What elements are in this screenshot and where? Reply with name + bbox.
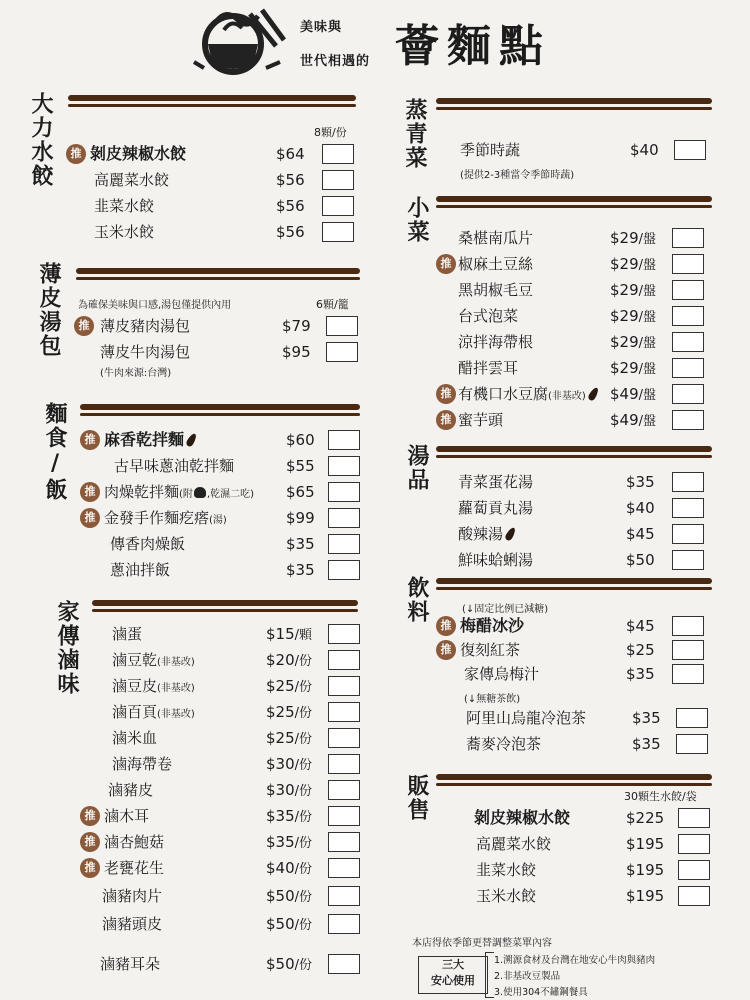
item-name: 薄皮牛肉湯包 xyxy=(100,343,191,361)
soupbuns-portion: 6顆/籠 xyxy=(316,298,349,311)
menu-item xyxy=(80,506,370,532)
order-checkbox[interactable] xyxy=(676,708,708,728)
item-price: $55 xyxy=(286,457,315,475)
item-price: $29 xyxy=(610,307,639,325)
menu-item xyxy=(436,706,726,732)
menu-item xyxy=(436,614,726,640)
menu-item xyxy=(436,356,726,382)
brand-name: 薈麵點 xyxy=(395,21,551,72)
item-price: $29 xyxy=(610,333,639,351)
item-name: 梅醋冰沙 xyxy=(460,616,525,635)
order-checkbox[interactable] xyxy=(676,734,708,754)
menu-item xyxy=(66,168,366,194)
recommend-badge: 推 xyxy=(436,384,456,404)
recommend-badge: 推 xyxy=(436,616,456,636)
logo-icon xyxy=(188,4,298,80)
menu-item xyxy=(80,700,370,726)
recommend-badge: 推 xyxy=(66,144,86,164)
menu-item xyxy=(80,558,370,584)
item-name: 滷豬耳朵 xyxy=(100,955,161,973)
order-checkbox[interactable] xyxy=(328,914,360,934)
item-price: $29 xyxy=(610,281,639,299)
item-unit: /份 xyxy=(294,680,313,695)
item-price: $25 xyxy=(626,641,655,659)
order-checkbox[interactable] xyxy=(672,550,704,570)
order-checkbox[interactable] xyxy=(328,832,360,852)
item-name: 青菜蛋花湯 xyxy=(458,473,534,491)
order-checkbox[interactable] xyxy=(322,222,354,242)
menu-item xyxy=(436,548,726,574)
menu-item xyxy=(436,732,726,758)
item-price: $40 xyxy=(266,859,295,877)
item-price: $64 xyxy=(276,145,305,163)
section-title-soups: 湯品 xyxy=(404,444,430,492)
order-checkbox[interactable] xyxy=(328,858,360,878)
section-rule xyxy=(436,98,712,104)
order-checkbox[interactable] xyxy=(672,228,704,248)
item-price: $35 xyxy=(286,561,315,579)
item-price: $15 xyxy=(266,625,295,643)
section-title-retail: 販售 xyxy=(404,774,430,822)
menu-item xyxy=(80,830,370,856)
item-name: 滷木耳 xyxy=(104,807,150,825)
section-title-sides: 小菜 xyxy=(404,196,430,244)
item-name: 滷蛋 xyxy=(112,625,143,643)
section-title-braised: 家傳滷味 xyxy=(54,600,80,696)
order-checkbox[interactable] xyxy=(326,316,358,336)
item-name: 滷豬皮 xyxy=(108,781,154,799)
menu-item xyxy=(80,648,370,674)
order-checkbox[interactable] xyxy=(672,384,704,404)
section-rule xyxy=(436,578,712,584)
menu-item xyxy=(440,806,730,832)
item-name: 季節時蔬 xyxy=(460,141,521,159)
item-note: (非基改) xyxy=(157,709,195,720)
item-price: $79 xyxy=(282,317,311,335)
item-name: 玉米水餃 xyxy=(94,223,155,241)
order-checkbox[interactable] xyxy=(328,754,360,774)
item-unit: /盤 xyxy=(638,388,657,403)
item-price: $225 xyxy=(626,809,665,827)
dumplings-portion: 8顆/份 xyxy=(314,126,347,139)
item-name: 傳香肉燥飯 xyxy=(110,535,186,553)
item-unit: /份 xyxy=(294,810,313,825)
menu-item xyxy=(436,278,726,304)
safety-box-line1: 三大 xyxy=(442,958,464,971)
section-rule xyxy=(436,455,712,458)
item-name: 薄皮豬肉湯包 xyxy=(100,317,191,335)
item-name: 阿里山烏龍冷泡茶 xyxy=(466,709,587,727)
section-title-noodles: 麵食/飯 xyxy=(42,402,68,502)
item-name: 高麗菜水餃 xyxy=(476,835,552,853)
menu-item xyxy=(440,138,720,164)
chili-icon xyxy=(587,386,600,402)
item-price: $29 xyxy=(610,359,639,377)
menu-item xyxy=(436,662,726,688)
item-price: $50 xyxy=(266,887,295,905)
order-checkbox[interactable] xyxy=(328,482,360,502)
section-title-greens: 蒸青菜 xyxy=(402,98,428,170)
chili-icon xyxy=(185,432,198,448)
menu-item xyxy=(80,428,370,454)
item-name: 滷豬肉片 xyxy=(102,887,163,905)
item-price: $29 xyxy=(610,255,639,273)
order-checkbox[interactable] xyxy=(328,886,360,906)
order-checkbox[interactable] xyxy=(328,430,360,450)
recommend-badge: 推 xyxy=(80,832,100,852)
item-unit: /盤 xyxy=(638,336,657,351)
order-checkbox[interactable] xyxy=(328,508,360,528)
menu-item xyxy=(80,856,370,882)
section-rule xyxy=(92,609,358,612)
menu-item xyxy=(436,252,726,278)
item-name: 剝皮辣椒水餃 xyxy=(90,144,187,163)
menu-item xyxy=(436,470,726,496)
menu-item xyxy=(80,804,370,830)
item-name: 滷豬頭皮 xyxy=(102,915,163,933)
item-name: 金發手作麵疙瘩 xyxy=(104,509,210,527)
item-unit: /顆 xyxy=(294,628,313,643)
section-rule xyxy=(76,277,360,280)
item-name: 桑椹南瓜片 xyxy=(458,229,534,247)
item-price: $195 xyxy=(626,835,665,853)
item-unit: /份 xyxy=(294,862,313,877)
item-name: 椒麻土豆絲 xyxy=(458,255,534,273)
safety-point: 3.使用304不鏽鋼餐具 xyxy=(494,987,588,998)
beef-origin-note: (牛肉來源:台灣) xyxy=(100,368,172,379)
item-unit: /份 xyxy=(294,732,313,747)
item-unit: /盤 xyxy=(638,362,657,377)
order-checkbox[interactable] xyxy=(678,834,710,854)
item-unit: /份 xyxy=(294,706,313,721)
recommend-badge: 推 xyxy=(80,508,100,528)
menu-item xyxy=(80,726,370,752)
item-price: $45 xyxy=(626,525,655,543)
order-checkbox[interactable] xyxy=(678,886,710,906)
menu-item xyxy=(436,382,726,408)
item-unit: /份 xyxy=(294,758,313,773)
menu-item xyxy=(436,304,726,330)
section-rule xyxy=(436,446,712,452)
recommend-badge: 推 xyxy=(80,806,100,826)
drinks-note-unsweetened: (↓無糖茶飲) xyxy=(464,694,521,705)
order-checkbox[interactable] xyxy=(678,860,710,880)
item-unit: /份 xyxy=(294,654,313,669)
order-checkbox[interactable] xyxy=(672,498,704,518)
order-checkbox[interactable] xyxy=(328,456,360,476)
menu-item xyxy=(80,480,370,506)
item-name: 有機口水豆腐 xyxy=(458,385,549,403)
item-unit: /盤 xyxy=(638,284,657,299)
section-rule xyxy=(436,107,712,110)
item-price: $35 xyxy=(632,735,661,753)
item-name: 蔥油拌飯 xyxy=(110,561,171,579)
item-price: $195 xyxy=(626,887,665,905)
drinks-note-sugar: (↓固定比例已減糖) xyxy=(462,604,549,615)
safety-box-line2: 安心使用 xyxy=(431,974,475,987)
item-name: 古早味蔥油乾拌麵 xyxy=(114,457,235,475)
item-name: 復刻紅茶 xyxy=(460,641,521,659)
item-price: $99 xyxy=(286,509,315,527)
order-checkbox[interactable] xyxy=(672,280,704,300)
item-price: $25 xyxy=(266,729,295,747)
menu-item xyxy=(66,194,366,220)
order-checkbox[interactable] xyxy=(672,254,704,274)
item-name: 韭菜水餃 xyxy=(476,861,537,879)
seasonal-notice: 本店得依季節更替調整菜單內容 xyxy=(412,938,552,949)
item-price: $65 xyxy=(286,483,315,501)
menu-item xyxy=(440,884,730,910)
order-checkbox[interactable] xyxy=(674,140,706,160)
item-price: $60 xyxy=(286,431,315,449)
recommend-badge: 推 xyxy=(80,858,100,878)
safety-box xyxy=(418,956,488,994)
menu-item xyxy=(436,496,726,522)
item-price: $20 xyxy=(266,651,295,669)
item-price: $35 xyxy=(632,709,661,727)
recommend-badge: 推 xyxy=(436,640,456,660)
order-checkbox[interactable] xyxy=(672,332,704,352)
chili-icon xyxy=(504,526,517,542)
menu-item xyxy=(440,832,730,858)
item-name: 鮮味蛤蜊湯 xyxy=(458,551,534,569)
item-note: (非基改) xyxy=(157,657,195,668)
order-checkbox[interactable] xyxy=(672,640,704,660)
section-rule xyxy=(80,413,360,416)
recommend-badge: 推 xyxy=(74,316,94,336)
teapot-icon xyxy=(194,487,206,498)
item-name: 蕎麥冷泡茶 xyxy=(466,735,542,753)
item-name: 麻香乾拌麵 xyxy=(104,430,185,449)
item-unit: /份 xyxy=(294,836,313,851)
item-unit: /份 xyxy=(294,918,313,933)
order-checkbox[interactable] xyxy=(328,650,360,670)
item-price: $35 xyxy=(266,807,295,825)
item-price: $45 xyxy=(626,617,655,635)
item-price: $56 xyxy=(276,171,305,189)
item-unit: /盤 xyxy=(638,232,657,247)
section-title-dumplings: 大力水餃 xyxy=(28,92,54,188)
bracket-divider xyxy=(485,952,494,998)
section-title-drinks: 飲料 xyxy=(404,576,430,624)
item-price: $50 xyxy=(266,915,295,933)
section-rule xyxy=(80,404,360,410)
order-checkbox[interactable] xyxy=(672,664,704,684)
item-price: $35 xyxy=(266,833,295,851)
order-checkbox[interactable] xyxy=(328,534,360,554)
item-name: 肉燥乾拌麵 xyxy=(104,483,180,501)
section-rule xyxy=(68,104,356,107)
item-name: 醋拌雲耳 xyxy=(458,359,519,377)
item-price: $50 xyxy=(266,955,295,973)
item-price: $25 xyxy=(266,703,295,721)
item-name: 滷海帶卷 xyxy=(112,755,173,773)
menu-item xyxy=(74,314,364,340)
item-price: $30 xyxy=(266,781,295,799)
order-checkbox[interactable] xyxy=(672,358,704,378)
item-name: 滷杏鮑菇 xyxy=(104,833,165,851)
order-checkbox[interactable] xyxy=(328,780,360,800)
section-rule xyxy=(68,95,356,101)
menu-item xyxy=(74,340,364,366)
item-name: 黑胡椒毛豆 xyxy=(458,281,534,299)
order-checkbox[interactable] xyxy=(672,306,704,326)
order-checkbox[interactable] xyxy=(328,702,360,722)
tagline-2: 世代相遇的 xyxy=(300,54,371,69)
menu-item xyxy=(80,778,370,804)
item-note: (湯) xyxy=(209,515,227,526)
menu-item xyxy=(80,674,370,700)
order-checkbox[interactable] xyxy=(326,342,358,362)
item-note: (非基改) xyxy=(548,391,586,402)
item-price: $49 xyxy=(610,411,639,429)
menu-item xyxy=(436,226,726,252)
item-price: $35 xyxy=(626,473,655,491)
item-price: $35 xyxy=(626,665,655,683)
item-name: 高麗菜水餃 xyxy=(94,171,170,189)
order-checkbox[interactable] xyxy=(322,196,354,216)
order-checkbox[interactable] xyxy=(322,170,354,190)
item-name: 家傳烏梅汁 xyxy=(464,665,540,683)
item-price: $30 xyxy=(266,755,295,773)
item-note: (非基改) xyxy=(157,683,195,694)
item-price: $56 xyxy=(276,223,305,241)
item-name: 剝皮辣椒水餃 xyxy=(474,808,571,827)
item-unit: /份 xyxy=(294,784,313,799)
recommend-badge: 推 xyxy=(80,430,100,450)
item-price: $40 xyxy=(630,141,659,159)
item-price: $25 xyxy=(266,677,295,695)
item-price: $95 xyxy=(282,343,311,361)
order-checkbox[interactable] xyxy=(672,524,704,544)
item-price: $56 xyxy=(276,197,305,215)
order-checkbox[interactable] xyxy=(328,806,360,826)
section-rule xyxy=(436,587,712,590)
soupbuns-note: 為確保美味與口感,湯包僅提供內用 xyxy=(78,300,232,311)
item-name: 滷豆乾 xyxy=(112,651,158,669)
safety-point: 1.溯源食材及台灣在地安心牛肉與豬肉 xyxy=(494,955,656,966)
section-rule xyxy=(436,196,712,202)
item-price: $29 xyxy=(610,229,639,247)
menu-item xyxy=(66,142,366,168)
section-rule xyxy=(92,600,358,606)
retail-portion: 30顆生水餃/袋 xyxy=(624,790,697,803)
item-name: 玉米水餃 xyxy=(476,887,537,905)
item-name: 蘿蔔貢丸湯 xyxy=(458,499,534,517)
item-price: $49 xyxy=(610,385,639,403)
item-name: 滷百頁 xyxy=(112,703,158,721)
safety-point: 2.非基改豆製品 xyxy=(494,971,561,982)
greens-note: (提供2-3種當令季節時蔬) xyxy=(460,170,575,181)
order-checkbox[interactable] xyxy=(322,144,354,164)
section-rule xyxy=(436,783,712,786)
menu-item xyxy=(80,454,370,480)
recommend-badge: 推 xyxy=(80,482,100,502)
item-name: 老甕花生 xyxy=(104,859,165,877)
order-checkbox[interactable] xyxy=(328,676,360,696)
order-checkbox[interactable] xyxy=(672,472,704,492)
menu-item xyxy=(436,638,726,664)
order-checkbox[interactable] xyxy=(672,616,704,636)
menu-item xyxy=(80,752,370,778)
recommend-badge: 推 xyxy=(436,254,456,274)
section-title-soupbuns: 薄皮湯包 xyxy=(36,262,62,358)
section-rule xyxy=(436,774,712,780)
menu-item xyxy=(436,330,726,356)
order-checkbox[interactable] xyxy=(328,624,360,644)
item-note: ,乾濕二吃) xyxy=(206,489,255,500)
item-price: $195 xyxy=(626,861,665,879)
item-name: 韭菜水餃 xyxy=(94,197,155,215)
menu-item xyxy=(440,858,730,884)
menu-item xyxy=(436,522,726,548)
menu-item xyxy=(66,220,366,246)
item-name: 台式泡菜 xyxy=(458,307,519,325)
item-unit: /盤 xyxy=(638,258,657,273)
item-unit: /份 xyxy=(294,958,313,973)
order-checkbox[interactable] xyxy=(328,728,360,748)
item-unit: /份 xyxy=(294,890,313,905)
item-unit: /盤 xyxy=(638,414,657,429)
section-rule xyxy=(436,205,712,208)
item-name: 酸辣湯 xyxy=(458,525,504,543)
order-checkbox[interactable] xyxy=(678,808,710,828)
item-price: $40 xyxy=(626,499,655,517)
menu-item xyxy=(80,952,370,978)
item-name: 蜜芋頭 xyxy=(458,411,504,429)
item-price: $50 xyxy=(626,551,655,569)
item-note: (附 xyxy=(179,489,193,500)
item-name: 涼拌海帶根 xyxy=(458,333,534,351)
menu-item xyxy=(80,884,370,910)
item-price: $35 xyxy=(286,535,315,553)
menu-item xyxy=(80,622,370,648)
order-checkbox[interactable] xyxy=(328,560,360,580)
menu-item xyxy=(80,532,370,558)
tagline-1: 美味與 xyxy=(300,20,343,35)
order-checkbox[interactable] xyxy=(672,410,704,430)
menu-item xyxy=(80,912,370,938)
item-name: 滷米血 xyxy=(112,729,158,747)
order-checkbox[interactable] xyxy=(328,954,360,974)
item-name: 滷豆皮 xyxy=(112,677,158,695)
item-unit: /盤 xyxy=(638,310,657,325)
menu-item xyxy=(436,408,726,434)
section-rule xyxy=(76,268,360,274)
recommend-badge: 推 xyxy=(436,410,456,430)
